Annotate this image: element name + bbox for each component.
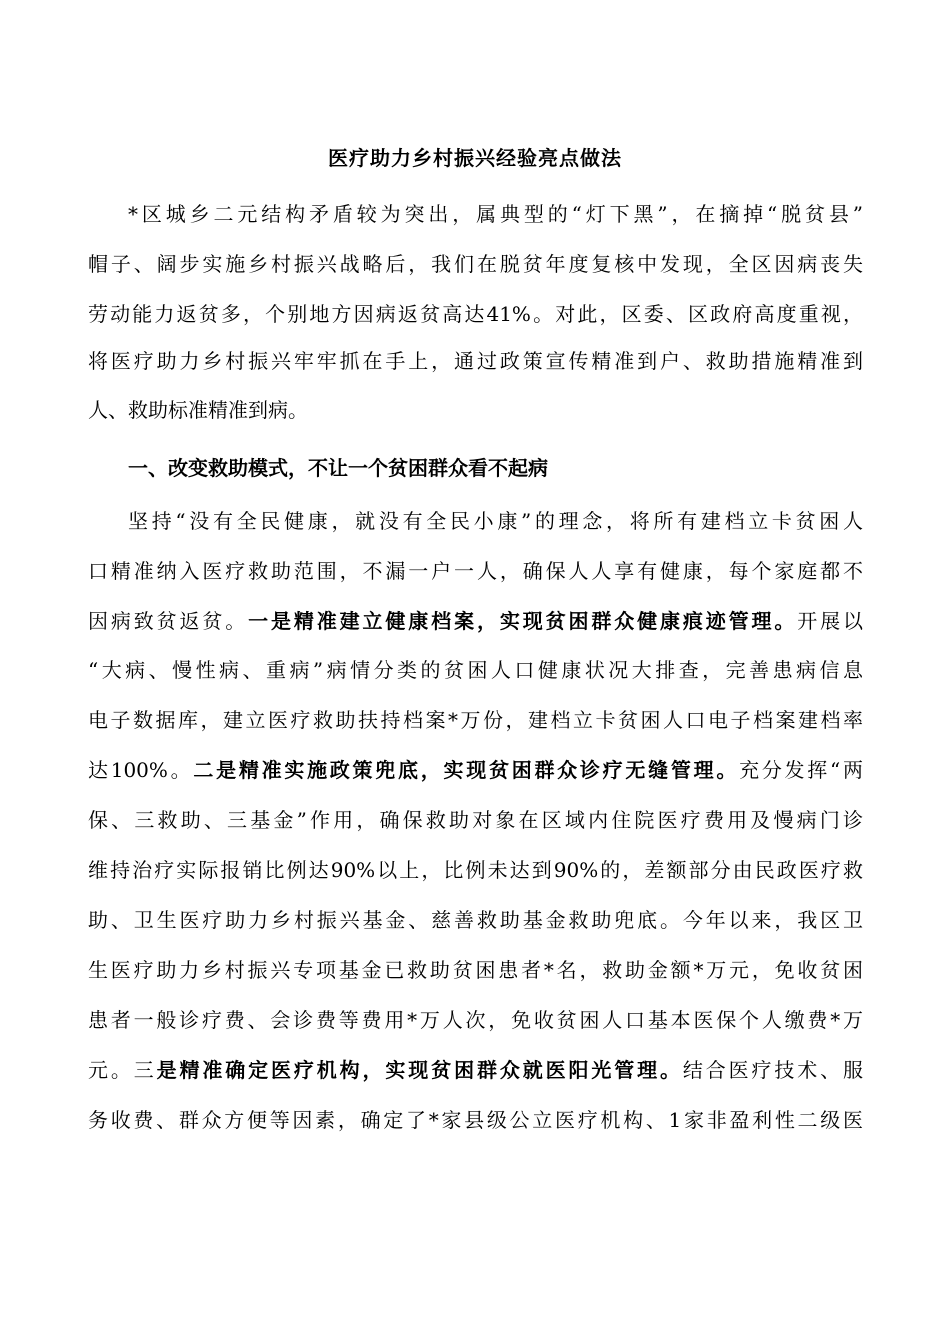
- paragraph-line: *区城乡二元结构矛盾较为突出，属典型的“灯下黑”，在摘掉“脱贫县”: [128, 202, 863, 226]
- paragraph-line: 助、卫生医疗助力乡村振兴基金、慈善救助基金救助兜底。今年以来，我区卫: [88, 908, 863, 932]
- plain-text: 达100%。: [88, 758, 194, 782]
- plain-text: 因病致贫返贫。: [88, 609, 249, 633]
- paragraph-line: 电子数据库，建立医疗救助扶持档案*万份，建档立卡贫困人口电子档案建档率: [88, 708, 863, 732]
- paragraph-line: 患者一般诊疗费、会诊费等费用*万人次，免收贫困人口基本医保个人缴费*万: [88, 1008, 863, 1032]
- plain-text: 结合医疗技术、服: [682, 1058, 864, 1082]
- paragraph-line: “大病、慢性病、重病”病情分类的贫困人口健康状况大排查，完善患病信息: [88, 658, 863, 682]
- paragraph-line: 口精准纳入医疗救助范围，不漏一户一人，确保人人享有健康，每个家庭都不: [88, 559, 863, 583]
- paragraph-line: 将医疗助力乡村振兴牢牢抓在手上，通过政策宣传精准到户、救助措施精准到: [88, 349, 863, 373]
- paragraph-line: [88, 1055, 863, 1085]
- paragraph-line: [88, 606, 863, 636]
- document-title: 医疗助力乡村振兴经验亮点做法: [328, 146, 622, 170]
- bold-text: 一是精准建立健康档案，实现贫困群众健康痕迹管理。: [248, 609, 798, 633]
- bold-text: 二是精准实施政策兜底，实现贫困群众诊疗无缝管理。: [193, 758, 740, 782]
- paragraph-line: 保、三救助、三基金”作用，确保救助对象在区域内住院医疗费用及慢病门诊: [88, 808, 863, 832]
- paragraph-line: 帽子、阔步实施乡村振兴战略后，我们在脱贫年度复核中发现，全区因病丧失: [88, 252, 863, 276]
- paragraph-line: [88, 755, 863, 785]
- paragraph-line: 坚持“没有全民健康，就没有全民小康”的理念，将所有建档立卡贫困人: [128, 509, 863, 533]
- paragraph-line: 劳动能力返贫多，个别地方因病返贫高达41%。对此，区委、区政府高度重视，: [88, 302, 863, 326]
- plain-text: 充分发挥“两: [739, 758, 863, 782]
- paragraph-line: 维持治疗实际报销比例达90%以上，比例未达到90%的，差额部分由民政医疗救: [88, 858, 863, 882]
- bold-text: 是精准确定医疗机构，实现贫困群众就医阳光管理。: [156, 1058, 683, 1082]
- paragraph-line: 人、救助标准精准到病。: [88, 398, 308, 422]
- section-heading: 一、改变救助模式，不让一个贫困群众看不起病: [128, 456, 548, 480]
- paragraph-line: 务收费、群众方便等因素，确定了*家县级公立医疗机构、1家非盈利性二级医: [88, 1108, 863, 1132]
- plain-text: 开展以: [797, 609, 864, 633]
- plain-text: 元。三: [88, 1058, 157, 1082]
- paragraph-line: 生医疗助力乡村振兴专项基金已救助贫困患者*名，救助金额*万元，免收贫困: [88, 958, 863, 982]
